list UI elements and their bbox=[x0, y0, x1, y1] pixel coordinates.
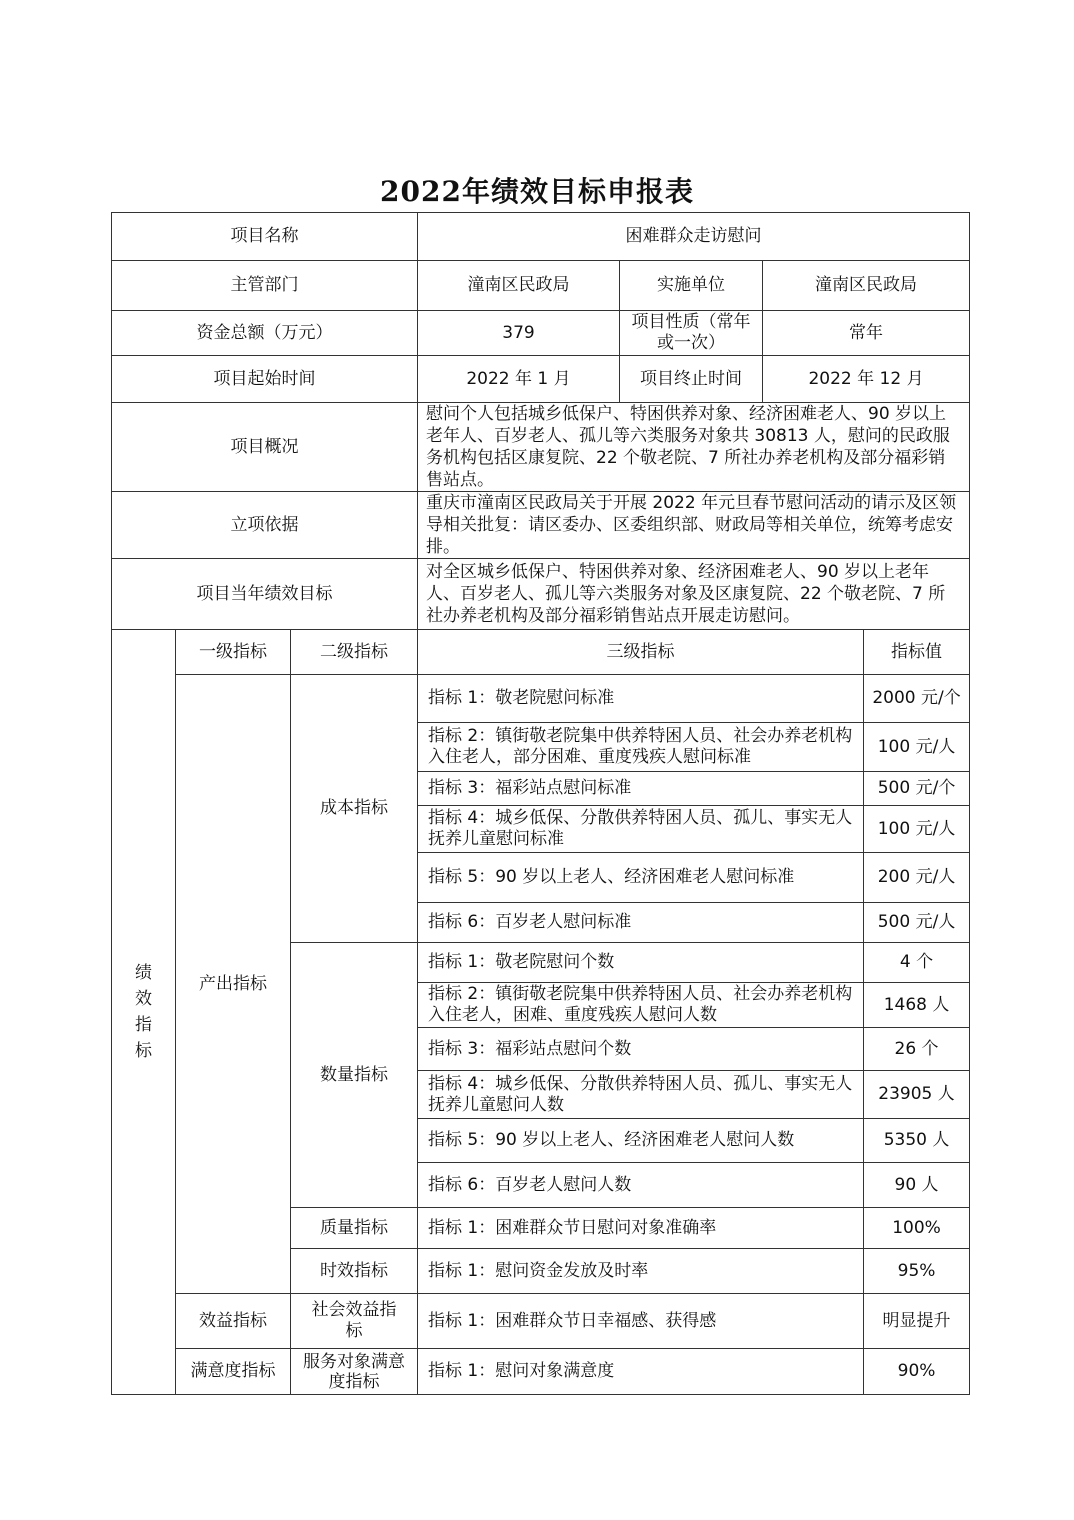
quantity-item-name: 指标 3：福彩站点慰问个数 bbox=[418, 1028, 864, 1071]
cost-item-value: 100 元/人 bbox=[864, 806, 970, 853]
quantity-item-value: 26 个 bbox=[864, 1028, 970, 1071]
funds-value: 379 bbox=[418, 311, 620, 356]
timeliness-item-name: 指标 1：慰问资金发放及时率 bbox=[418, 1249, 864, 1294]
timeliness-indicator-label: 时效指标 bbox=[291, 1249, 418, 1294]
goal-text: 对全区城乡低保户、特困供养对象、经济困难老人、90 岁以上老年人、百岁老人、孤儿等六类服务对象及区康复院、22 个敬老院、7 所社办养老机构及部分福彩销售站点开展走访慰问。 bbox=[418, 559, 970, 630]
cost-item-name: 指标 1：敬老院慰问标准 bbox=[418, 675, 864, 723]
satisfaction-item-name: 指标 1：慰问对象满意度 bbox=[418, 1349, 864, 1395]
cost-indicator-label: 成本指标 bbox=[291, 675, 418, 943]
row-basis bbox=[112, 492, 970, 559]
satisfaction-item-value: 90% bbox=[864, 1349, 970, 1395]
header-level1: 一级指标 bbox=[176, 630, 291, 675]
end-time-value: 2022 年 12 月 bbox=[763, 356, 970, 403]
row-period bbox=[112, 356, 970, 403]
cost-item-name: 指标 3：福彩站点慰问标准 bbox=[418, 772, 864, 806]
impl-unit-value: 潼南区民政局 bbox=[763, 261, 970, 311]
row-funds bbox=[112, 311, 970, 356]
output-indicator-label: 产出指标 bbox=[176, 675, 291, 1294]
project-nature-label: 项目性质（常年或一次） bbox=[620, 311, 763, 356]
benefit-indicator-label: 效益指标 bbox=[176, 1294, 291, 1349]
social-benefit-label: 社会效益指标 bbox=[291, 1294, 418, 1349]
end-time-label: 项目终止时间 bbox=[620, 356, 763, 403]
quantity-item-name: 指标 1：敬老院慰问个数 bbox=[418, 943, 864, 983]
quantity-indicator-label: 数量指标 bbox=[291, 943, 418, 1208]
basis-text: 重庆市潼南区民政局关于开展 2022 年元旦春节慰问活动的请示及区领导相关批复：请区委办、区委组织部、财政局等相关单位，统筹考虑安排。 bbox=[418, 492, 970, 559]
row-overview bbox=[112, 403, 970, 492]
performance-goal-table bbox=[111, 212, 970, 1395]
table-row bbox=[112, 1349, 970, 1395]
header-level2: 二级指标 bbox=[291, 630, 418, 675]
cost-item-value: 200 元/人 bbox=[864, 853, 970, 903]
funds-label: 资金总额（万元） bbox=[112, 311, 418, 356]
quality-item-name: 指标 1：困难群众节日慰问对象准确率 bbox=[418, 1208, 864, 1249]
overview-text: 慰问个人包括城乡低保户、特困供养对象、经济困难老人、90 岁以上老年人、百岁老人、孤儿等六类服务对象共 30813 人，慰问的民政服务机构包括区康复院、22 个敬老院、7 所社办养老机构及部分福彩销售站点。 bbox=[418, 403, 970, 492]
row-department bbox=[112, 261, 970, 311]
cost-item-value: 500 元/人 bbox=[864, 903, 970, 943]
basis-label: 立项依据 bbox=[112, 492, 418, 559]
satisfaction-indicator-label: 满意度指标 bbox=[176, 1349, 291, 1395]
start-time-value: 2022 年 1 月 bbox=[418, 356, 620, 403]
header-value: 指标值 bbox=[864, 630, 970, 675]
goal-label: 项目当年绩效目标 bbox=[112, 559, 418, 630]
timeliness-item-value: 95% bbox=[864, 1249, 970, 1294]
quantity-item-value: 1468 人 bbox=[864, 983, 970, 1028]
overview-label: 项目概况 bbox=[112, 403, 418, 492]
quantity-item-value: 23905 人 bbox=[864, 1071, 970, 1119]
dept-value: 潼南区民政局 bbox=[418, 261, 620, 311]
benefit-item-value: 明显提升 bbox=[864, 1294, 970, 1349]
table-row bbox=[112, 675, 970, 723]
start-time-label: 项目起始时间 bbox=[112, 356, 418, 403]
quantity-item-name: 指标 4：城乡低保、分散供养特困人员、孤儿、事实无人抚养儿童慰问人数 bbox=[418, 1071, 864, 1119]
page-title: 2022年绩效目标申报表 bbox=[380, 175, 694, 208]
cost-item-value: 2000 元/个 bbox=[864, 675, 970, 723]
quantity-item-name: 指标 6：百岁老人慰问人数 bbox=[418, 1163, 864, 1208]
benefit-item-name: 指标 1：困难群众节日幸福感、获得感 bbox=[418, 1294, 864, 1349]
quantity-item-name: 指标 2：镇街敬老院集中供养特困人员、社会办养老机构入住老人，困难、重度残疾人慰问人数 bbox=[418, 983, 864, 1028]
quality-indicator-label: 质量指标 bbox=[291, 1208, 418, 1249]
cost-item-name: 指标 4：城乡低保、分散供养特困人员、孤儿、事实无人抚养儿童慰问标准 bbox=[418, 806, 864, 853]
dept-label: 主管部门 bbox=[112, 261, 418, 311]
row-project-name bbox=[112, 213, 970, 261]
quantity-item-value: 4 个 bbox=[864, 943, 970, 983]
header-level3: 三级指标 bbox=[418, 630, 864, 675]
impl-unit-label: 实施单位 bbox=[620, 261, 763, 311]
satisfaction-sub-label: 服务对象满意度指标 bbox=[291, 1349, 418, 1395]
quantity-item-value: 90 人 bbox=[864, 1163, 970, 1208]
quantity-item-name: 指标 5：90 岁以上老人、经济困难老人慰问人数 bbox=[418, 1119, 864, 1163]
project-nature-value: 常年 bbox=[763, 311, 970, 356]
row-goal bbox=[112, 559, 970, 630]
project-name-label: 项目名称 bbox=[112, 213, 418, 261]
cost-item-value: 100 元/人 bbox=[864, 723, 970, 772]
table-row bbox=[112, 1294, 970, 1349]
perf-section-label: 绩效指标 bbox=[112, 630, 176, 1395]
quality-item-value: 100% bbox=[864, 1208, 970, 1249]
cost-item-value: 500 元/个 bbox=[864, 772, 970, 806]
quantity-item-value: 5350 人 bbox=[864, 1119, 970, 1163]
cost-item-name: 指标 6：百岁老人慰问标准 bbox=[418, 903, 864, 943]
cost-item-name: 指标 5：90 岁以上老人、经济困难老人慰问标准 bbox=[418, 853, 864, 903]
cost-item-name: 指标 2：镇街敬老院集中供养特困人员、社会办养老机构入住老人，部分困难、重度残疾人慰问标准 bbox=[418, 723, 864, 772]
project-name-value: 困难群众走访慰问 bbox=[418, 213, 970, 261]
row-perf-header bbox=[112, 630, 970, 675]
